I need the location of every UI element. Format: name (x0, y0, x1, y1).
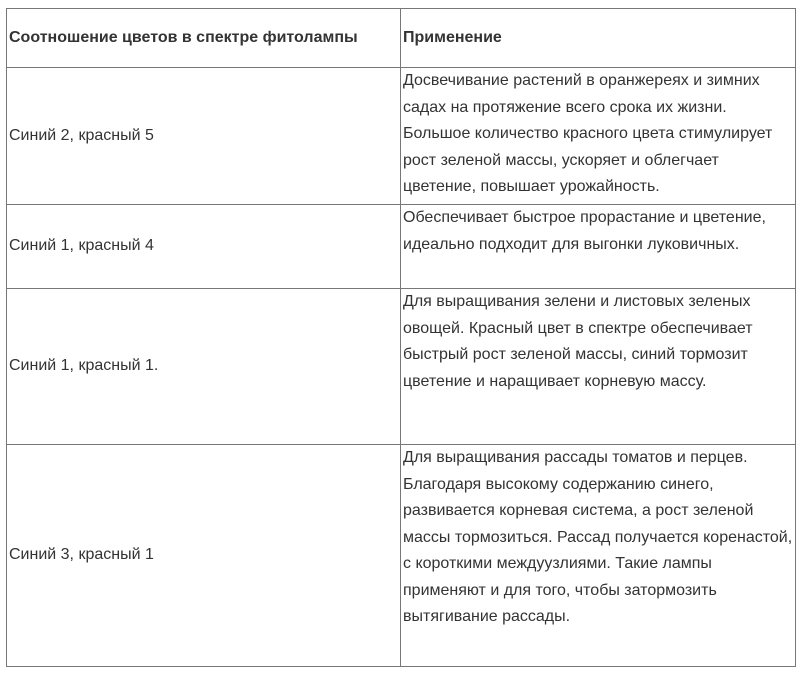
spectrum-ratio-table (6, 8, 796, 667)
table-row (7, 289, 796, 445)
header-ratio: Соотношение цветов в спектре фитолампы (7, 9, 401, 68)
table-row (7, 205, 796, 289)
usage-cell: Для выращивания рассады томатов и перцев. Благодаря высокому содержанию синего, развивается корневая система, а рост зеленой массы тормозиться. Рассад получается коренастой, с короткими междуузлиями. Такие лампы применяют и для того, чтобы затормозить вытягивание рассады. (401, 445, 796, 667)
ratio-cell: Синий 1, красный 4 (7, 205, 401, 289)
ratio-cell: Синий 2, красный 5 (7, 68, 401, 205)
ratio-cell: Синий 1, красный 1. (7, 289, 401, 445)
table-row (7, 445, 796, 667)
usage-cell: Обеспечивает быстрое прорастание и цветение, идеально подходит для выгонки луковичных. (401, 205, 796, 289)
table-row (7, 68, 796, 205)
ratio-cell: Синий 3, красный 1 (7, 445, 401, 667)
usage-cell: Досвечивание растений в оранжереях и зимних садах на протяжение всего срока их жизни. Большое количество красного цвета стимулирует рост зеленой массы, ускоряет и облегчает цветение, повышает урожайность. (401, 68, 796, 205)
table-header-row (7, 9, 796, 68)
header-usage: Применение (401, 9, 796, 68)
usage-cell: Для выращивания зелени и листовых зеленых овощей. Красный цвет в спектре обеспечивает быстрый рост зеленой массы, синий тормозит цветение и наращивает корневую массу. (401, 289, 796, 445)
